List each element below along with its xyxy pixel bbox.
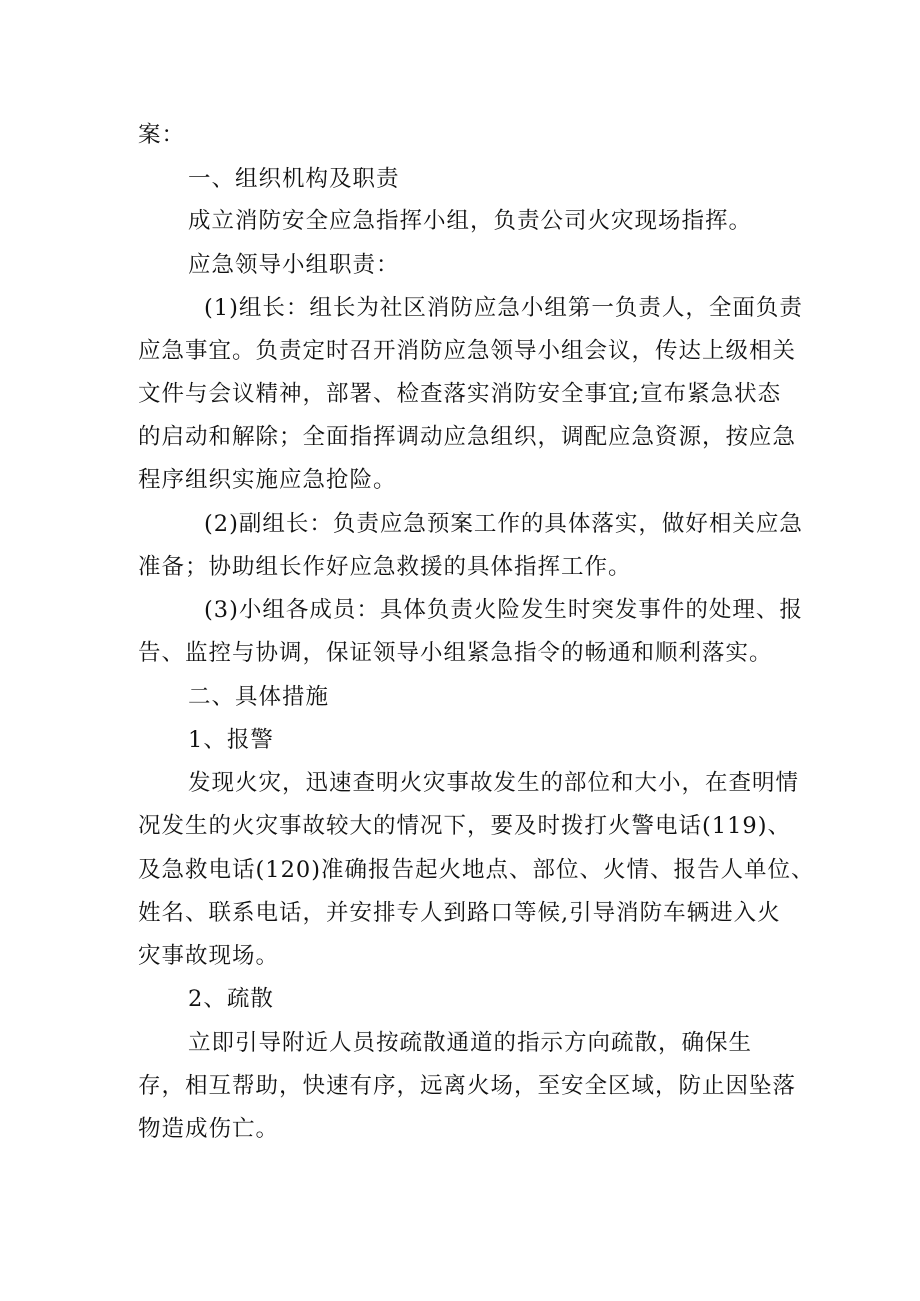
text-line: (1)组长：组长为社区消防应急小组第一负责人，全面负责 [204, 295, 803, 321]
subsection-heading: 2、疏散 [188, 986, 274, 1012]
text-line: 立即引导附近人员按疏散通道的指示方向疏散，确保生 [188, 1030, 753, 1056]
text-line: 发现火灾，迅速查明火灾事故发生的部位和大小，在查明情 [188, 770, 800, 796]
text-line: 姓名、联系电话，并安排专人到路口等候,引导消防车辆进入火 [138, 900, 781, 926]
text-line: 应急领导小组职责： [188, 252, 400, 278]
text-line: 物造成伤亡。 [138, 1116, 280, 1142]
text-line: 文件与会议精神，部署、检查落实消防安全事宜;宣布紧急状态 [138, 381, 782, 407]
text-line: 灾事故现场。 [138, 943, 280, 969]
section-heading: 一、组织机构及职责 [188, 166, 400, 192]
text-line: (2)副组长：负责应急预案工作的具体落实，做好相关应急 [204, 511, 803, 537]
text-line: 案： [138, 122, 186, 148]
subsection-heading: 1、报警 [188, 727, 274, 753]
text-line: 应急事宜。负责定时召开消防应急领导小组会议，传达上级相关 [138, 338, 797, 364]
text-line: 成立消防安全应急指挥小组，负责公司火灾现场指挥。 [188, 208, 753, 234]
text-line: 告、监控与协调，保证领导小组紧急指令的畅通和顺利落实。 [138, 640, 773, 666]
text-line: 的启动和解除；全面指挥调动应急组织，调配应急资源，按应急 [138, 424, 797, 450]
text-line: 及急救电话(120)准确报告起火地点、部位、火情、报告人单位、 [138, 857, 815, 883]
text-line: 准备；协助组长作好应急救援的具体指挥工作。 [138, 554, 632, 580]
text-line: 况发生的火灾事故较大的情况下，要及时拨打火警电话(119)、 [138, 813, 792, 839]
text-line: 程序组织实施应急抢险。 [138, 467, 397, 493]
text-line: 存，相互帮助，快速有序，远离火场，至安全区域，防止因坠落 [138, 1073, 797, 1099]
text-line: (3)小组各成员：具体负责火险发生时突发事件的处理、报 [204, 597, 803, 623]
section-heading: 二、具体措施 [188, 684, 330, 710]
